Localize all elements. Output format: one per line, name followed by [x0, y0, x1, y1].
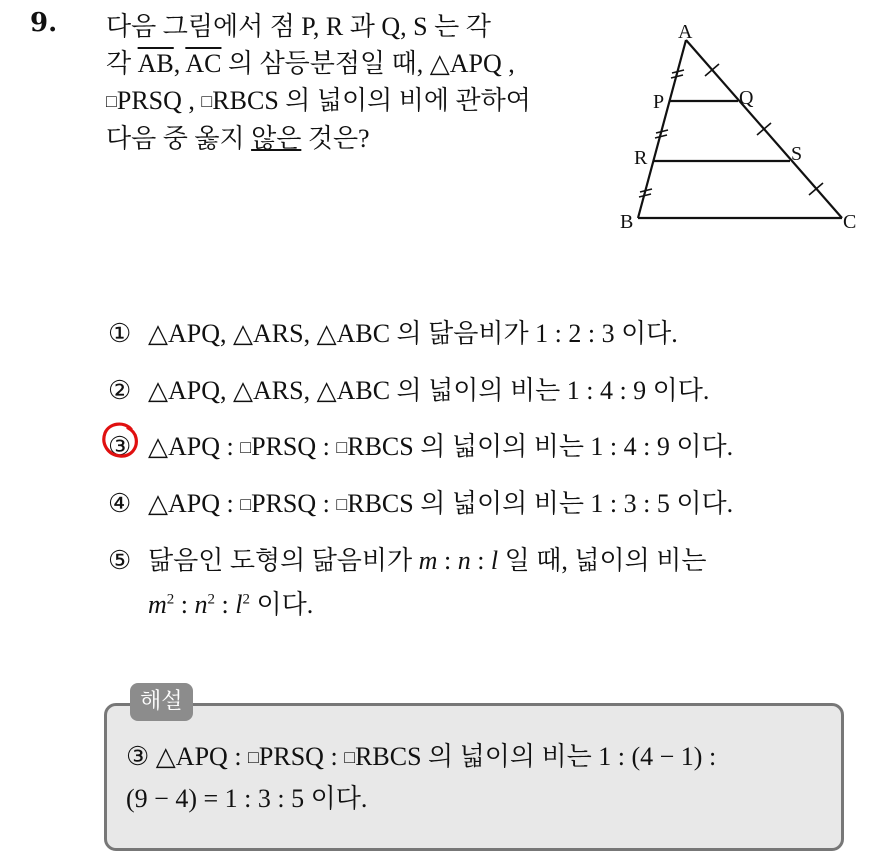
question-line-4: 다음 중 옳지 않은 것은? — [106, 124, 370, 153]
question-line-3: □PRSQ , □RBCS 의 넓이의 비에 관하여 — [106, 86, 531, 115]
choice-1[interactable]: ① △APQ, △ARS, △ABC 의 닮음비가 1 : 2 : 3 이다. — [108, 319, 678, 348]
explanation-text — [126, 736, 824, 820]
question-text — [106, 8, 586, 157]
choice-4[interactable]: ④ △APQ : □PRSQ : □RBCS 의 넓이의 비는 1 : 3 : 5 이다. — [108, 489, 734, 518]
label-b: B — [620, 211, 634, 233]
square-symbol: □ — [240, 494, 252, 514]
triangle-figure — [606, 18, 866, 238]
segment-ac: $\overline{AC}$ — [185, 49, 222, 78]
question-number: 9. — [30, 8, 58, 38]
square-symbol: □ — [344, 747, 356, 767]
segment-ab: $\overline{AB}$ — [137, 49, 174, 78]
choice-3[interactable]: ③ △APQ : □PRSQ : □RBCS 의 넓이의 비는 1 : 4 : 9 이다. — [108, 432, 734, 461]
explanation-line-2: (9 − 4) = 1 : 3 : 5 이다. — [126, 784, 368, 813]
choice-2[interactable]: ② △APQ, △ARS, △ABC 의 넓이의 비는 1 : 4 : 9 이다. — [108, 376, 710, 405]
question-line-1: 다음 그림에서 점 P, R 과 Q, S 는 각 — [106, 12, 491, 41]
label-p: P — [653, 91, 665, 113]
label-r: R — [634, 147, 648, 169]
explanation-tag: 해설 — [130, 683, 193, 721]
underlined-word: 않은 — [251, 124, 302, 153]
explanation-line-1: ③ △APQ : □PRSQ : □RBCS 의 넓이의 비는 1 : (4 − 1) : — [126, 742, 717, 771]
choice-5[interactable]: ⑤ 닮음인 도형의 닮음비가 m : n : l 일 때, 넓이의 비는 — [108, 546, 707, 575]
square-symbol: □ — [240, 437, 252, 457]
square-symbol: □ — [201, 91, 213, 111]
label-c: C — [843, 211, 857, 233]
square-symbol: □ — [248, 747, 259, 767]
question-line-2: 각 $\overline{AB}$, $\overline{AC}$ 의 삼등분점일 때, △APQ , — [106, 49, 515, 78]
label-q: Q — [739, 87, 754, 109]
square-symbol: □ — [336, 437, 348, 457]
square-symbol: □ — [106, 91, 117, 111]
label-a: A — [678, 21, 693, 43]
square-symbol: □ — [336, 494, 348, 514]
label-s: S — [791, 143, 803, 165]
choice-5-line-2: $m^2$ : $n^2$ : $l^2$ 이다. — [148, 590, 314, 619]
tick-marks — [639, 64, 823, 197]
